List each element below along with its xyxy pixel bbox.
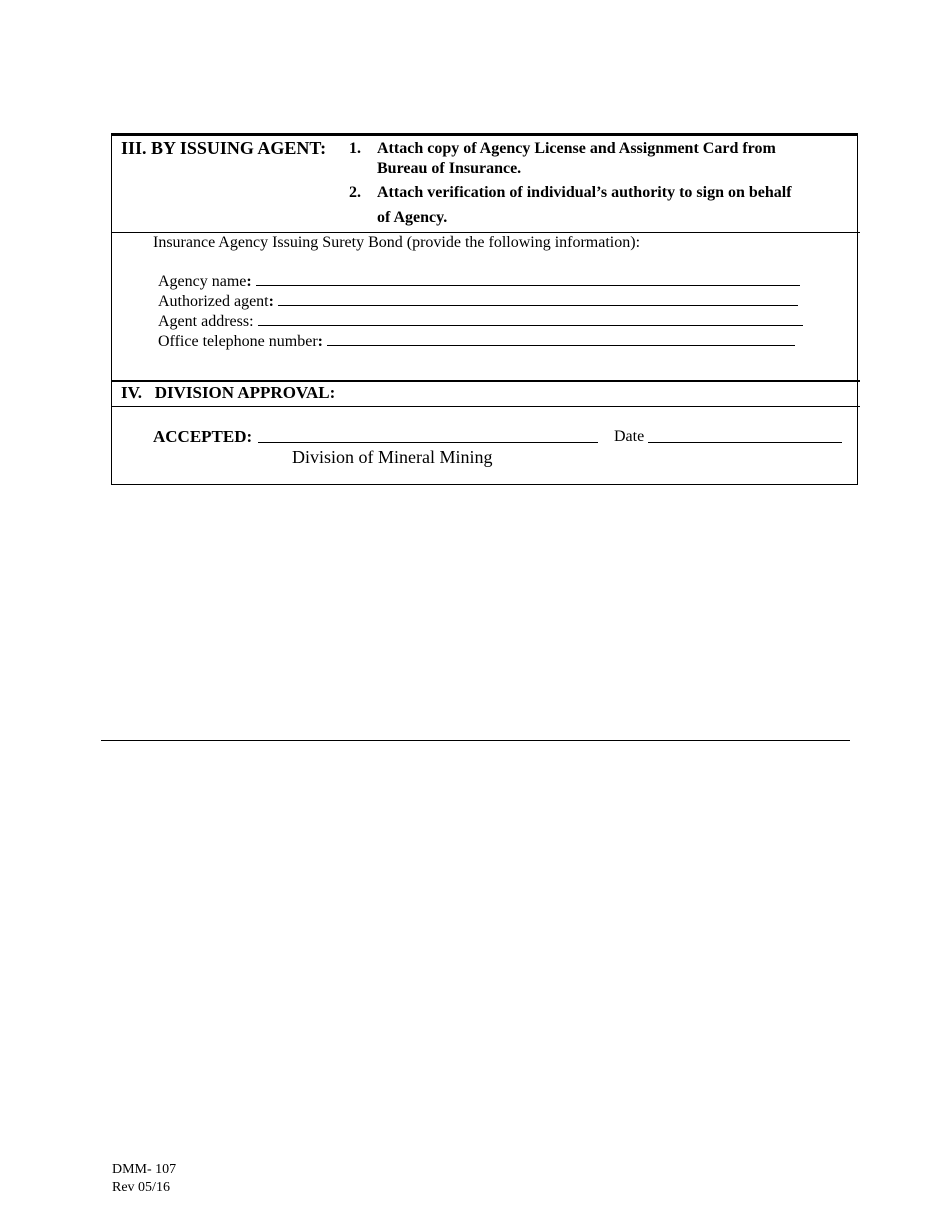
office-phone-label: Office telephone number (158, 333, 318, 350)
form-revision: Rev 05/16 (112, 1180, 170, 1195)
item1-text-line2: Bureau of Insurance. (377, 160, 522, 177)
item2-number: 2. (349, 184, 361, 201)
accepted-label: ACCEPTED: (153, 427, 253, 446)
item2-text-line1: Attach verification of individual’s authority to sign on behalf (377, 184, 792, 201)
agent-address-row (158, 312, 803, 332)
authorized-agent-field[interactable] (278, 292, 798, 306)
authorized-agent-row (158, 292, 798, 312)
item1-text-line1: Attach copy of Agency License and Assignment Card from (377, 140, 776, 157)
agent-address-label: Agent address: (158, 313, 254, 330)
office-phone-colon: : (317, 333, 323, 350)
date-field[interactable] (648, 427, 842, 443)
item2-text-line2: of Agency. (377, 209, 448, 226)
office-phone-row (158, 332, 795, 352)
agent-address-field[interactable] (258, 312, 803, 326)
office-phone-field[interactable] (327, 332, 795, 346)
authorized-agent-colon: : (268, 293, 274, 310)
section3-heading: III. BY ISSUING AGENT: (121, 138, 327, 158)
page-separator (101, 740, 850, 741)
agency-name-colon: : (246, 273, 252, 290)
signature-caption: Division of Mineral Mining (292, 447, 493, 467)
agency-info-intro: Insurance Agency Issuing Surety Bond (provide the following information): (153, 234, 641, 251)
agency-name-field[interactable] (256, 272, 800, 286)
date-label: Date (614, 428, 645, 445)
section4-heading: IV. DIVISION APPROVAL: (121, 383, 336, 402)
item1-number: 1. (349, 140, 361, 157)
accepted-signature-field[interactable] (258, 427, 598, 443)
form-number: DMM- 107 (112, 1162, 177, 1177)
agency-name-label: Agency name (158, 273, 247, 290)
authorized-agent-label: Authorized agent (158, 293, 269, 310)
section4-heading-divider (111, 406, 860, 407)
agency-name-row (158, 272, 800, 292)
